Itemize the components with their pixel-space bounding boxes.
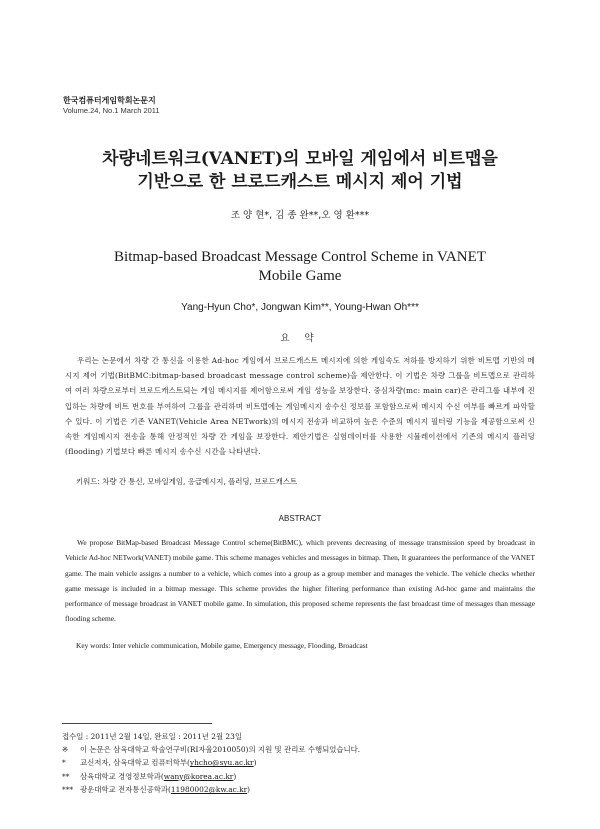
english-title-line1: Bitmap-based Broadcast Message Control Scheme in VANET <box>114 249 486 265</box>
korean-title-line2: 기반으로 한 브로드캐스트 메시지 제어 기법 <box>137 172 463 192</box>
korean-abstract-body: 우리는 논문에서 차량 간 통신을 이용한 Ad-hoc 게임에서 브로드캐스트 메시지에 의한 게임속도 저하를 방지하기 위한 비트맵 기반의 메시지 제어 기법(BitBMC:bitmap-based broadcast message control scheme)을 제안한다. 이 기법은 차량 그룹을 비트맵으로 관리하여 여러 차량으로부터 브로드캐스트되는 게임 메시지를 제어함으로써 게임 성능을 보장한다. 중심차량(mc: main car)은 관리그룹 내부에 진입하는 차량에 비트 번호를 부여하여 그룹을 관리하며 비트맵에는 게임메시지 송수신 정보를 포함함으로써 메시지 수신 여부를 빠르게 파악할 수 있다. 이 기법은 기존 VANET(Vehicle Area NETwork)의 메시지 전송과 비교하여 높은 수준의 메시지 필터링 기능을 제공함으로써 신속한 게임메시지 전송을 통해 안정적인 차량 간 게임을 보장한다. 제안기법은 실험데이터를 사용한 시뮬레이션에서 기존의 메시지 플러딩(flooding) 기법보다 빠른 메시지 송수신 시간을 나타낸다. <box>65 356 535 457</box>
journal-header <box>63 96 160 116</box>
korean-keywords: 키워드: 차량 간 통신, 모바일게임, 응급메시지, 플러딩, 브로드캐스트 <box>76 477 298 486</box>
author1-email-link[interactable]: yhcho@syu.ac.kr <box>189 758 254 768</box>
author2-email-link[interactable]: wany@korea.ac.kr <box>163 771 234 781</box>
footnote-mark: ※ <box>62 745 69 755</box>
journal-volume: Volume.24, No.1 March 2011 <box>63 106 160 115</box>
author3-email-link[interactable]: 11980002@kw.ac.kr <box>170 784 248 794</box>
footnote-mark: ** <box>62 771 70 781</box>
english-authors: Yang-Hyun Cho*, Jongwan Kim**, Young-Hwan Oh*** <box>181 302 419 313</box>
korean-title <box>40 148 560 194</box>
korean-abstract-heading: 요 약 <box>280 333 320 344</box>
footnote-divider <box>62 723 212 724</box>
footnote-close: ) <box>253 758 257 768</box>
english-abstract-body: We propose BitMap-based Broadcast Message Control scheme(BitBMC), which prevents decreasing of message transmission speed by broadcast in Vehicle Ad-hoc NETwork(VANET) mobile game. This scheme manages vehicles and messages in bitmap. Then, It guarantees the performance of the VANET game. The main vehicle assigns a number to a vehicle, which comes into a group as a group member and manages the vehicle. The vehicle checks whether game message is included in a bitmap message. This scheme provides the higher filtering performance than existing Ad-hoc game and maintains the performance of message broadcast in VANET mobile game. In simulation, this proposed scheme represents the fast broadcast time of messages than message flooding scheme. <box>65 538 535 624</box>
footnote-text: 광운대학교 전자통신공학과( <box>80 784 171 794</box>
footnotes <box>62 730 542 796</box>
korean-authors: 조 양 현*, 김 종 완**,오 영 환*** <box>230 210 370 221</box>
footnote-mark: * <box>62 758 66 768</box>
footnote-mark: *** <box>62 784 74 794</box>
footnote-close: ) <box>233 771 237 781</box>
footnote-author2 <box>62 770 542 783</box>
footnote-close: ) <box>247 784 250 794</box>
korean-title-line1: 차량네트워크(VANET)의 모바일 게임에서 비트맵을 <box>102 149 498 169</box>
english-abstract-heading: ABSTRACT <box>278 514 322 523</box>
footnote-author3 <box>62 783 542 796</box>
english-title-line2: Mobile Game <box>258 268 342 284</box>
english-keywords: Key words: Inter vehicle communication, Mobile game, Emergency message, Flooding, Broadcast <box>76 641 368 650</box>
journal-name: 한국컴퓨터게임학회논문지 <box>63 96 156 105</box>
english-title <box>60 248 540 286</box>
footnote-text: 이 논문은 삼육대학교 학술연구비(RI자율2010050)의 지원 및 관리로 수행되었습니다. <box>80 745 361 755</box>
footnote-author1 <box>62 756 542 769</box>
footnote-text: 삼육대학교 경영정보학과( <box>80 771 164 781</box>
footnote-text: 교신저자, 삼육대학교 컴퓨터학부( <box>80 758 190 768</box>
footnote-funding <box>62 743 542 756</box>
footnote-dates: 접수일 : 2011년 2월 14일, 완료일 : 2011년 2월 23일 <box>62 732 242 741</box>
